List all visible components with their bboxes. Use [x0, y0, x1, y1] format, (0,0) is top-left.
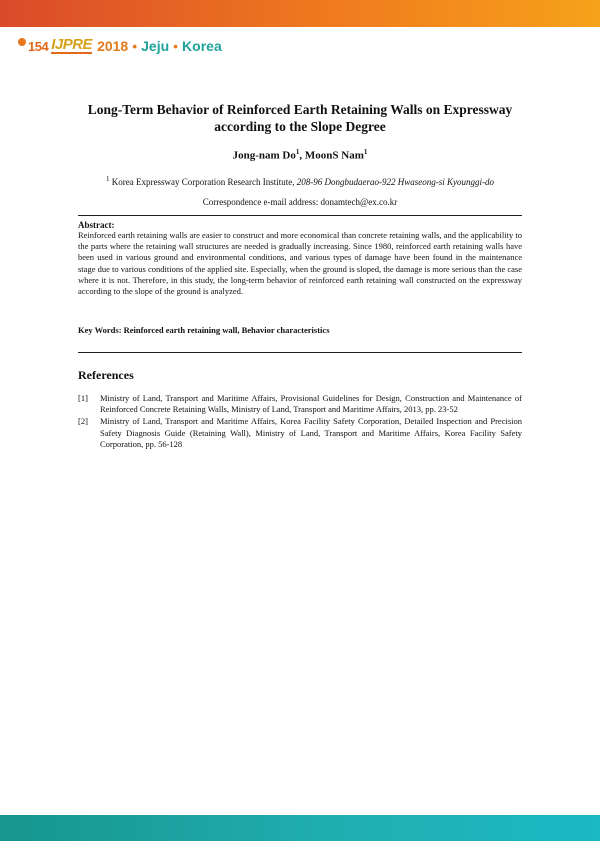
logo-separator: • [132, 38, 138, 54]
logo-separator: • [173, 38, 179, 54]
title-line-2: according to the Slope Degree [214, 119, 386, 134]
abstract-text: Reinforced earth retaining walls are easier to construct and more economical than concrete retaining walls, and the applicability to the parts where the retaining wall structures are needed is gradually increasing. Since 1980, reinforced earth retaining walls have been used in various ground and environmental conditions, and various types of damage have been found in the maintenance stage due to various conditions of the applied site. Especially, when the ground is sloped, the damage is more serious than the case where it is not. Therefore, in this study, the long-term behavior of reinforced earth retaining wall constructed on the expressway according to the slope of the ground is analyzed. [78, 230, 522, 297]
references-list [78, 393, 522, 451]
logo-mark: IJPRE [51, 36, 93, 53]
correspondence-email: Correspondence e-mail address: donamtech@ex.co.kr [202, 197, 398, 207]
title-line-1: Long-Term Behavior of Reinforced Earth Retaining Walls on Expressway [87, 102, 513, 117]
affiliation-org: Korea Expressway Corporation Research Institute, [111, 177, 295, 187]
abstract-top-rule [78, 215, 522, 216]
reference-text: Ministry of Land, Transport and Maritime Affairs, Korea Facility Safety Corporation, Detailed Inspection and Precision Safety Diagnosis Guide (Retaining Wall), Ministry of Land, Transport and Maritime Affairs, Korea Facility Safety Corporation, pp. 56-128 [100, 416, 522, 449]
affiliation-address: 208-96 Dongbudaerao-922 Hwaseong-si Kyounggi-do [296, 177, 494, 187]
reference-number: [2] [78, 416, 88, 427]
author-name: Jong-nam Do [232, 149, 296, 162]
reference-number: [1] [78, 393, 88, 403]
author-name: MoonS Nam [304, 149, 364, 162]
paper-title [60, 101, 540, 135]
logo-number: 154 [28, 38, 49, 54]
affiliation-mark: 1 [106, 175, 110, 183]
reference-item [78, 416, 522, 450]
conference-logo [18, 36, 222, 56]
keywords: Key Words: Reinforced earth retaining wall, Behavior characteristics [78, 325, 330, 335]
affiliation [40, 175, 560, 187]
logo-dot-icon [18, 38, 26, 46]
abstract-bottom-rule [78, 352, 522, 353]
reference-text: Ministry of Land, Transport and Maritime Affairs, Provisional Guidelines for Design, Construction and Maintenance of Reinforced Concrete Retaining Walls, Ministry of Land, Transport and Maritime Affairs, 2013, pp. 23-52 [100, 393, 522, 415]
references-heading: References [78, 368, 134, 382]
footer-bar [0, 815, 600, 841]
author-affiliation-mark: 1 [295, 148, 300, 156]
logo-city: Jeju [141, 38, 170, 54]
abstract-heading: Abstract: [78, 220, 115, 230]
author-affiliation-mark: 1 [363, 148, 368, 156]
author-separator: , [299, 149, 305, 162]
logo-country: Korea [182, 38, 222, 54]
header-bar [0, 0, 600, 27]
logo-year: 2018 [97, 38, 129, 54]
author-list [60, 148, 540, 162]
reference-item [78, 393, 522, 415]
